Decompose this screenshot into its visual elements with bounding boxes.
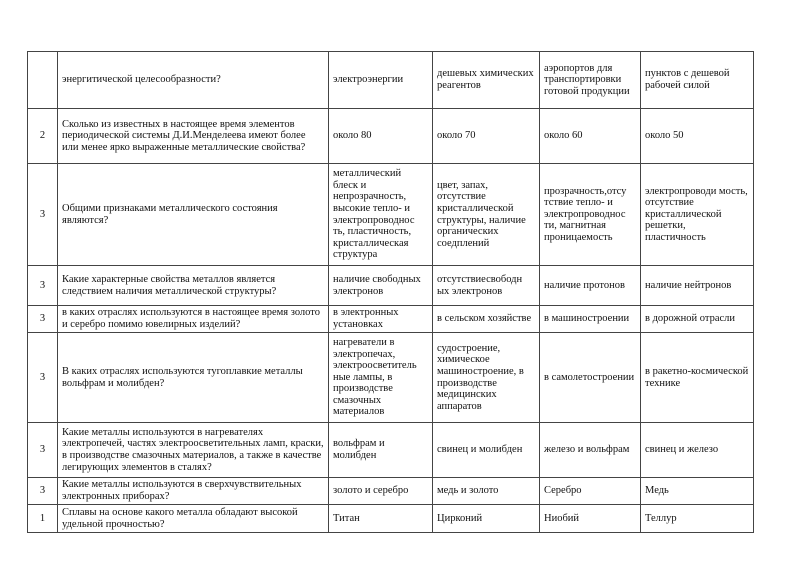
answer-cell-c: в машиностроении bbox=[540, 306, 641, 333]
table-row bbox=[28, 164, 754, 266]
answer-cell-b: отсутствиесвободн ых электронов bbox=[433, 266, 540, 306]
question-cell: В каких отраслях используются тугоплавкие металлы вольфрам и молибден? bbox=[58, 333, 329, 423]
answer-cell-b: свинец и молибден bbox=[433, 423, 540, 478]
answer-cell-b: судостроение, химическое машиностроение, в производстве медицинских аппаратов bbox=[433, 333, 540, 423]
answer-cell-a: в электронных установках bbox=[329, 306, 433, 333]
table-row bbox=[28, 478, 754, 505]
answer-cell-d: в ракетно-космической технике bbox=[641, 333, 754, 423]
answer-cell-b: медь и золото bbox=[433, 478, 540, 505]
points-cell: 3 bbox=[28, 423, 58, 478]
answer-cell-d: около 50 bbox=[641, 109, 754, 164]
table-row bbox=[28, 505, 754, 533]
answer-cell-d: наличие нейтронов bbox=[641, 266, 754, 306]
question-cell: Какие металлы используются в сверхчувствительных электронных приборах? bbox=[58, 478, 329, 505]
question-table bbox=[27, 51, 754, 533]
answer-cell-d: Медь bbox=[641, 478, 754, 505]
question-cell: в каких отраслях используются в настоящее время золото и серебро помимо ювелирных изделий? bbox=[58, 306, 329, 333]
answer-cell-a: наличие свободных электронов bbox=[329, 266, 433, 306]
points-cell bbox=[28, 52, 58, 109]
answer-cell-a: около 80 bbox=[329, 109, 433, 164]
answer-cell-a: вольфрам и молибден bbox=[329, 423, 433, 478]
answer-cell-c: Серебро bbox=[540, 478, 641, 505]
answer-cell-c: в самолетостроении bbox=[540, 333, 641, 423]
answer-cell-a: золото и серебро bbox=[329, 478, 433, 505]
answer-cell-c: около 60 bbox=[540, 109, 641, 164]
points-cell: 3 bbox=[28, 306, 58, 333]
points-cell: 3 bbox=[28, 333, 58, 423]
table-row bbox=[28, 52, 754, 109]
question-cell: Общими признаками металлического состояния являются? bbox=[58, 164, 329, 266]
answer-cell-d: свинец и железо bbox=[641, 423, 754, 478]
answer-cell-c: наличие протонов bbox=[540, 266, 641, 306]
question-cell: Какие металлы используются в нагревателях электропечей, частях электроосветительных ламп, краски, в производстве смазочных материалов, а также в качестве легирующих элементов в сталях? bbox=[58, 423, 329, 478]
question-cell: энергитической целесообразности? bbox=[58, 52, 329, 109]
answer-cell-a: нагреватели в электропечах, электроосветитель ные лампы, в производстве смазочных материалов bbox=[329, 333, 433, 423]
question-cell: Сплавы на основе какого металла обладают высокой удельной прочностью? bbox=[58, 505, 329, 533]
answer-cell-c: аэропортов для транспортировки готовой продукции bbox=[540, 52, 641, 109]
table-row bbox=[28, 423, 754, 478]
table-row bbox=[28, 109, 754, 164]
answer-cell-d: Теллур bbox=[641, 505, 754, 533]
table-row bbox=[28, 266, 754, 306]
question-cell: Сколько из известных в настоящее время элементов периодической системы Д.И.Менделеева имеют более или менее ярко выраженные металлические свойства? bbox=[58, 109, 329, 164]
points-cell: 3 bbox=[28, 164, 58, 266]
table-row bbox=[28, 333, 754, 423]
answer-cell-c: Ниобий bbox=[540, 505, 641, 533]
answer-cell-c: железо и вольфрам bbox=[540, 423, 641, 478]
answer-cell-d: пунктов с дешевой рабочей силой bbox=[641, 52, 754, 109]
answer-cell-a: Титан bbox=[329, 505, 433, 533]
points-cell: 1 bbox=[28, 505, 58, 533]
question-cell: Какие характерные свойства металлов является следствием наличия металлической структуры? bbox=[58, 266, 329, 306]
answer-cell-a: металлический блеск и непрозрачность, высокие тепло- и электропроводнос ть, пластичность, кристаллическая структура bbox=[329, 164, 433, 266]
answer-cell-d: в дорожной отрасли bbox=[641, 306, 754, 333]
answer-cell-b: цвет, запах, отсутствие кристаллической структуры, наличие органических соедплений bbox=[433, 164, 540, 266]
points-cell: 3 bbox=[28, 478, 58, 505]
answer-cell-d: электропроводи мость, отсутствие кристаллической решетки, пластичность bbox=[641, 164, 754, 266]
answer-cell-b: в сельском хозяйстве bbox=[433, 306, 540, 333]
table-row bbox=[28, 306, 754, 333]
points-cell: 3 bbox=[28, 266, 58, 306]
answer-cell-b: Цирконий bbox=[433, 505, 540, 533]
answer-cell-b: около 70 bbox=[433, 109, 540, 164]
answer-cell-c: прозрачность,отсу тствие тепло- и электропроводнос ти, магнитная проницаемость bbox=[540, 164, 641, 266]
answer-cell-a: электроэнергии bbox=[329, 52, 433, 109]
points-cell: 2 bbox=[28, 109, 58, 164]
answer-cell-b: дешевых химических реагентов bbox=[433, 52, 540, 109]
